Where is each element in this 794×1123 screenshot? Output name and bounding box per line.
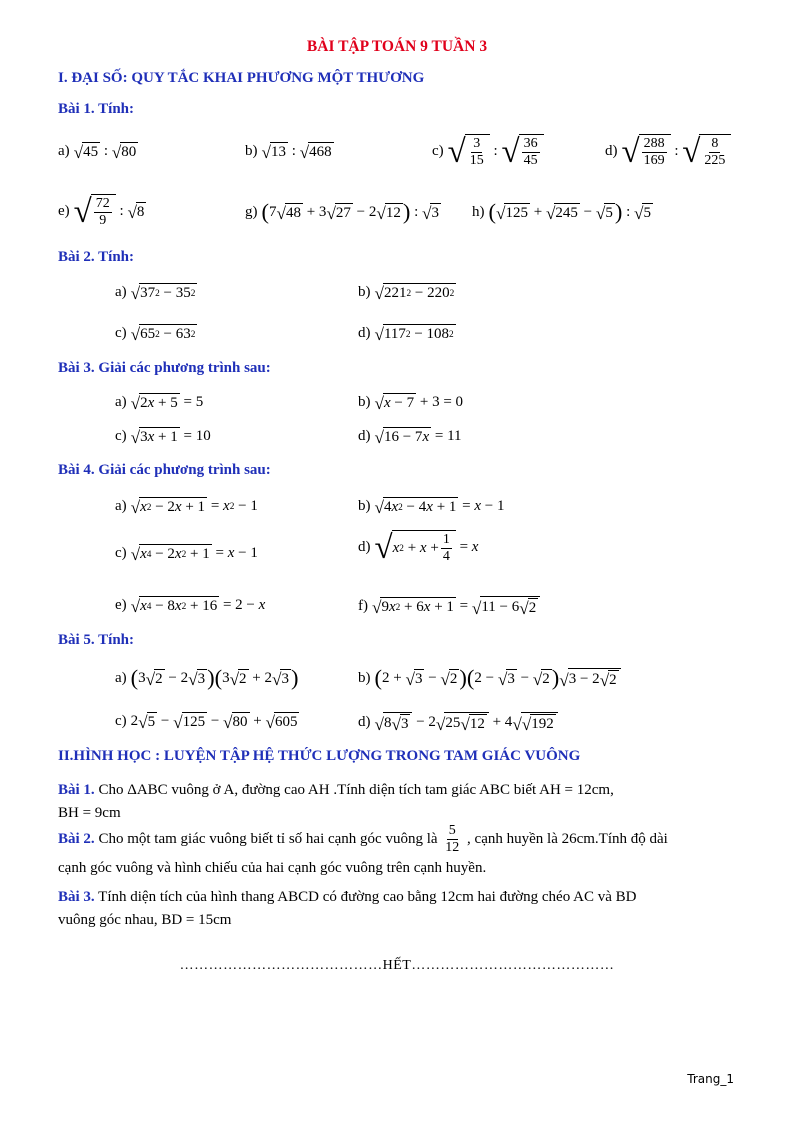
item-label: c) [115,545,127,561]
exercise-3-heading: Bài 3. Giải các phương trình sau: [58,360,271,376]
exercise-2-heading: Bài 2. Tính: [58,249,135,265]
exercise-3b: b) √ x − 7 + 3 = 0 [358,393,464,413]
item-label: a) [115,394,127,410]
item-label: b) [358,669,371,686]
geometry-exercise-2 [58,823,738,880]
item-label: a) [115,669,127,686]
exercise-3c: c) √ 3 x + 1 = 10 [115,427,211,447]
item-label: c) [432,143,444,160]
item-label: d) [358,325,371,341]
exercise-5b: b) ( 2 + √ 3 − √ 2 ) ( 2 − √ 3 − √ 2 ) √ 3 − 2 √ 2 [358,667,621,690]
item-label: d) [358,714,371,730]
item-label: d) [605,143,618,160]
geometry-exercise-3 [58,886,738,933]
exercise-4a: a) √ x 2 − 2 x + 1 = x 2 − 1 [115,497,258,517]
exercise-1h: h) ( √ 125 + √ 245 − √ 5 ) : √ 5 [472,199,651,224]
geometry-exercise-2-text: Cho một tam giác vuông biết tỉ số hai cạnh góc vuông là [98,831,438,848]
exercise-2c: c) √ 65 2 − 63 2 [115,324,196,344]
exercise-3d: d) √ 16 − 7 x = 11 [358,427,462,447]
exercise-5-heading: Bài 5. Tính: [58,632,135,648]
section-algebra-heading: I. ĐẠI SỐ: QUY TẮC KHAI PHƯƠNG MỘT THƯƠNG [58,70,425,86]
exercise-3a: a) √ 2 x + 5 = 5 [115,393,204,413]
item-label: h) [472,203,485,220]
exercise-5c: c) 2 √ 5 − √ 125 − √ 80 + √ 605 [115,712,298,732]
exercise-2b: b) √ 221 2 − 220 2 [358,283,455,303]
item-label: b) [245,143,258,159]
item-label: d) [358,539,371,556]
exercise-1g: g) ( 7 √ 48 + 3 √ 27 − 2 √ 12 ) : √ 3 [245,199,439,224]
item-label: b) [358,394,371,410]
geometry-exercise-2-text-c: cạnh góc vuông và hình chiếu của hai cạnh góc vuông trên cạnh huyền. [58,860,487,877]
exercise-4d: d) √ x 2 + x + $\frac{1}{4}$ = x [358,530,479,567]
geometry-exercise-2-label: Bài 2. [58,831,95,848]
exercise-1a: a) √ 45 : √ 80 [58,142,137,162]
exercise-5d: d) √ 8 √ 3 − 2 √ 25 √ 12 + 4 √ √ 192 [358,712,558,733]
geometry-exercise-1-label: Bài 1. [58,782,95,798]
page-title: BÀI TẬP TOÁN 9 TUẦN 3 [306,38,488,55]
geometry-exercise-3-text-b: vuông góc nhau, BD = 15cm [58,912,232,929]
exercise-4f: f) √ 9 x 2 + 6 x + 1 = √ 11 − 6 √ 2 [358,596,540,617]
exercise-1c: c) √ $\frac{3}{15}$ : √ $\frac{36}{45}$ [432,134,544,169]
exercise-1-heading: Bài 1. Tính: [58,101,135,117]
exercise-5a: a) ( 3 √ 2 − 2 √ 3 ) ( 3 √ 2 + 2 √ 3 ) [115,665,299,690]
exercise-4c: c) √ x 4 − 2 x 2 + 1 = x − 1 [115,544,258,564]
geometry-exercise-2-text-b: , cạnh huyền là 26cm.Tính độ dài [467,831,668,848]
item-label: d) [358,428,371,444]
item-label: c) [115,713,127,729]
item-label: b) [358,284,371,300]
geometry-exercise-1-text: Cho ΔABC vuông ở A, đường cao AH .Tính diện tích tam giác ABC biết AH = 12cm, [98,782,614,798]
exercise-1d: d) √ $\frac{288}{169}$ : √ $\frac{8}{225}$ [605,134,731,169]
item-label: a) [58,143,70,159]
section-geometry-heading: II.HÌNH HỌC : LUYỆN TẬP HỆ THỨC LƯỢNG TRONG TAM GIÁC VUÔNG [58,748,581,764]
geometry-exercise-1-text-cont: BH = 9cm [58,805,121,822]
geometry-exercise-3-text: Tính diện tích của hình thang ABCD có đường cao bằng 12cm hai đường chéo AC và BD [98,889,637,905]
geometry-exercise-1 [58,779,738,826]
ratio-fraction: $\frac{5}{12}$ [445,823,460,856]
page-number: Trang_1 [687,1072,734,1086]
exercise-4e: e) √ x 4 − 8 x 2 + 16 = 2 − x [115,596,266,616]
exercise-4-heading: Bài 4. Giải các phương trình sau: [58,462,271,478]
item-label: a) [115,498,127,514]
exercise-2a: a) √ 37 2 − 35 2 [115,283,196,303]
exercise-2d: d) √ 117 2 − 108 2 [358,324,454,344]
geometry-exercise-3-label: Bài 3. [58,889,95,905]
end-marker: ……………………………………HẾT…………………………………… [179,958,615,973]
item-label: f) [358,598,368,614]
item-label: e) [58,203,70,220]
item-label: c) [115,325,127,341]
item-label: g) [245,203,258,220]
item-label: e) [115,597,127,613]
exercise-4b: b) √ 4 x 2 − 4 x + 1 = x − 1 [358,497,505,517]
item-label: c) [115,428,127,444]
item-label: a) [115,284,127,300]
exercise-1e: e) √ $\frac{72}{9}$ : √ 8 [58,194,145,231]
exercise-1b: b) √ 13 : √ 468 [245,142,332,162]
item-label: b) [358,498,371,514]
